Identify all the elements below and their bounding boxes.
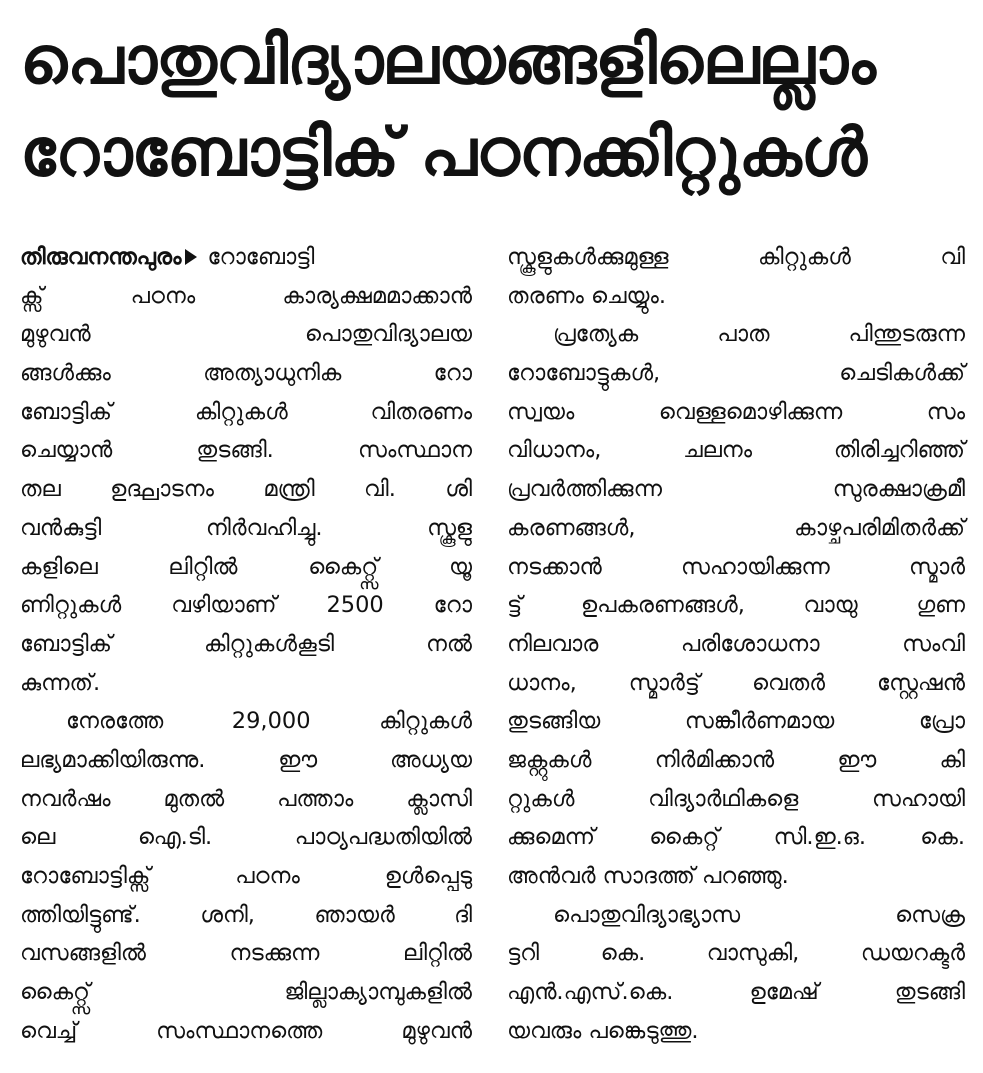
article-line: വെച്ച് സംസ്ഥാനത്തെ മുഴുവൻ	[20, 1017, 472, 1044]
headline-line-2: റോബോട്ടിക് പഠനക്കിറ്റുകൾ	[20, 114, 866, 191]
article-line: സ്വയം വെള്ളമൊഴിക്കുന്ന സം	[507, 398, 965, 425]
article-line: റോബോട്ടുകൾ, ചെടികൾക്ക്	[507, 360, 965, 387]
dateline-arrow-icon	[185, 249, 197, 265]
article-line: തുടങ്ങിയ സങ്കീർണമായ പ്രോ	[507, 708, 965, 735]
article-line: ധാനം, സ്മാർട്ട് വെതർ സ്റ്റേഷൻ	[507, 669, 965, 696]
article-line: ത്തിയിട്ടുണ്ട്. ശനി, ഞായർ ദി	[20, 901, 472, 928]
article-line: ലഭ്യമാക്കിയിരുന്നു. ഈ അധ്യയ	[20, 746, 472, 773]
article-line: തരണം ചെയ്യും.	[507, 282, 667, 309]
article-line: തിരുവനന്തപുരം റോബോട്ടി	[20, 244, 315, 270]
article-line: ജക്റ്റുകൾ നിർമിക്കാൻ ഈ കി	[507, 746, 965, 773]
article-line: സ്കൂളുകൾക്കുമുള്ള കിറ്റുകൾ വി	[507, 244, 965, 270]
article-line: പ്രവർത്തിക്കുന്ന സുരക്ഷാക്രമീ	[507, 476, 965, 503]
article-line: കുന്നത്.	[20, 669, 101, 696]
article-line: വസങ്ങളിൽ നടക്കുന്ന ലിറ്റിൽ	[20, 940, 472, 967]
article-line: അൻവർ സാദത്ത് പറഞ്ഞു.	[507, 863, 789, 889]
article-line: കളിലെ ലിറ്റിൽ കൈറ്റ്സ് യൂ	[20, 553, 472, 580]
article-line: വൻകുട്ടി നിർവഹിച്ചു. സ്കൂളു	[20, 514, 472, 541]
article-line: ബോട്ടിക് കിറ്റുകൾ വിതരണം	[20, 398, 472, 425]
article-line: വിധാനം, ചലനം തിരിച്ചറിഞ്ഞ്	[507, 437, 965, 464]
article-line: കരണങ്ങൾ, കാഴ്ചപരിമിതർക്ക്	[507, 514, 965, 541]
article-line: റ്റുകൾ വിദ്യാർഥികളെ സഹായി	[507, 785, 965, 812]
article-line: തല ഉദ്ഘാടനം മന്ത്രി വി. ശി	[20, 476, 472, 503]
article-line: പൊതുവിദ്യാഭ്യാസ സെക്ര	[553, 901, 965, 928]
article-line: ങ്ങൾക്കും അത്യാധുനിക റോ	[20, 360, 472, 387]
article-line: ചെയ്യാൻ തുടങ്ങി. സംസ്ഥാന	[20, 437, 472, 464]
article-line: റോബോട്ടിക്സ് പഠനം ഉൾപ്പെടു	[20, 863, 472, 889]
article-line: നടക്കാൻ സഹായിക്കുന്ന സ്മാർ	[507, 553, 965, 580]
headline-line-1: പൊതുവിദ്യാലയങ്ങളിലെല്ലാം	[20, 22, 875, 99]
article-line: നവർഷം മുതൽ പത്താം ക്ലാസി	[20, 785, 472, 812]
left-column	[20, 238, 472, 1050]
article-line: ട്ടറി കെ. വാസുകി, ഡയറക്ടർ	[507, 940, 965, 967]
article-line: മുഴുവൻ പൊതുവിദ്യാലയ	[20, 321, 472, 348]
dateline: തിരുവനന്തപുരം	[20, 244, 182, 270]
article-line: ക്സ് പഠനം കാര്യക്ഷമമാക്കാൻ	[20, 282, 472, 309]
article-line: കൈറ്റ്സ് ജില്ലാക്യാമ്പുകളിൽ	[20, 979, 472, 1006]
article-line: നേരത്തേ 29,000 കിറ്റുകൾ	[66, 708, 472, 735]
right-column	[507, 238, 965, 1050]
article-line: യവരും പങ്കെടുത്തു.	[507, 1017, 699, 1044]
article-line: എൻ.എസ്.കെ. ഉമേഷ് തുടങ്ങി	[507, 979, 965, 1006]
article-line: ബോട്ടിക് കിറ്റുകൾകൂടി നൽ	[20, 630, 472, 657]
article-line: നിലവാര പരിശോധനാ സംവി	[507, 630, 965, 657]
article-line: ക്കുമെന്ന് കൈറ്റ് സി.ഇ.ഒ. കെ.	[507, 824, 965, 851]
article-line: ണിറ്റുകൾ വഴിയാണ് 2500 റോ	[20, 592, 472, 619]
article-line: ലെ ഐ.ടി. പാഠ്യപദ്ധതിയിൽ	[20, 824, 472, 851]
article-line: ട്ട് ഉപകരണങ്ങൾ, വായു ഗുണ	[507, 592, 965, 619]
article-line: പ്രത്യേക പാത പിന്തുടരുന്ന	[553, 321, 965, 348]
